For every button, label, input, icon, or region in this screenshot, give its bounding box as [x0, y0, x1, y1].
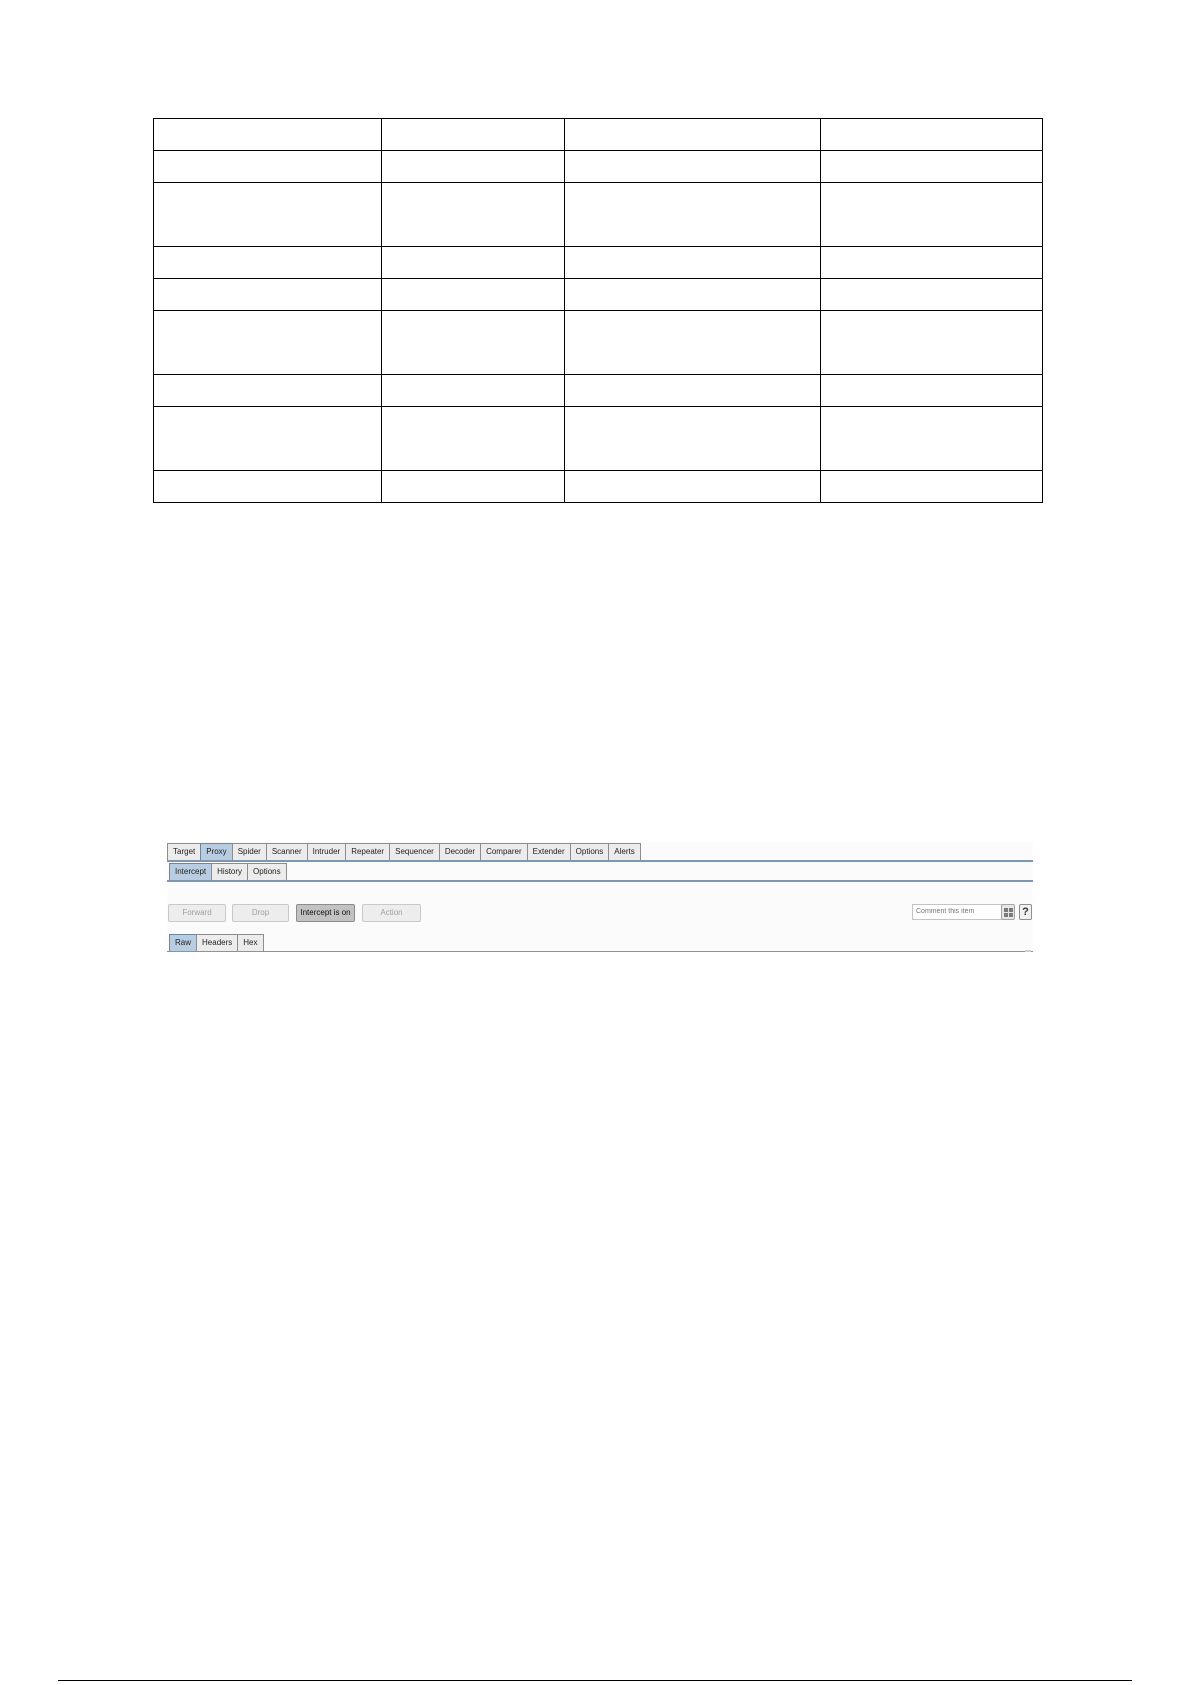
layout-grid-icon[interactable]: [1001, 904, 1015, 920]
tab-proxy[interactable]: Proxy: [200, 843, 232, 860]
table-cell: [821, 279, 1043, 311]
table-row: [154, 151, 1043, 183]
table-cell: [821, 311, 1043, 375]
message-view-tab-bar: [169, 933, 263, 951]
tab-decoder[interactable]: Decoder: [439, 843, 481, 860]
table-cell: [565, 279, 821, 311]
main-tab-bar: [167, 842, 1033, 860]
table-cell: [821, 119, 1043, 151]
table-cell: [382, 247, 565, 279]
table-cell: [821, 151, 1043, 183]
table-cell: [565, 247, 821, 279]
tab-scanner[interactable]: Scanner: [266, 843, 308, 860]
table-row: [154, 407, 1043, 471]
tab-intercept[interactable]: Intercept: [169, 863, 212, 880]
table-cell: [565, 471, 821, 503]
table-cell: [382, 375, 565, 407]
table-cell: [154, 183, 382, 247]
sub-tab-bar: [167, 862, 1033, 880]
table-row: [154, 183, 1043, 247]
tab-spider[interactable]: Spider: [232, 843, 267, 860]
tab-repeater[interactable]: Repeater: [345, 843, 390, 860]
table-cell: [565, 119, 821, 151]
table-cell: [382, 471, 565, 503]
table-cell: [565, 311, 821, 375]
table-cell: [382, 119, 565, 151]
table-cell: [565, 151, 821, 183]
table-cell: [821, 375, 1043, 407]
table-cell: [154, 119, 382, 151]
table-cell: [821, 247, 1043, 279]
table-cell: [382, 407, 565, 471]
table-row: [154, 375, 1043, 407]
table-cell: [565, 183, 821, 247]
tab-history[interactable]: History: [211, 863, 248, 880]
tab-target[interactable]: Target: [167, 843, 201, 860]
table-cell: [154, 151, 382, 183]
forward-button[interactable]: Forward: [168, 904, 226, 922]
table-cell: [565, 407, 821, 471]
tab-comparer[interactable]: Comparer: [480, 843, 528, 860]
tab-proxy-options[interactable]: Options: [247, 863, 287, 880]
tab-raw[interactable]: Raw: [169, 934, 197, 951]
drop-button[interactable]: Drop: [232, 904, 289, 922]
tab-headers[interactable]: Headers: [196, 934, 238, 951]
table-row: [154, 311, 1043, 375]
tab-intruder[interactable]: Intruder: [307, 843, 347, 860]
help-icon[interactable]: ?: [1019, 904, 1032, 920]
table-cell: [821, 183, 1043, 247]
table-row: [154, 279, 1043, 311]
message-view-divider: [167, 951, 1033, 952]
tab-hex[interactable]: Hex: [237, 934, 263, 951]
tab-alerts[interactable]: Alerts: [608, 843, 640, 860]
table-cell: [154, 311, 382, 375]
intercept-toggle-button[interactable]: Intercept is on: [296, 904, 355, 922]
table-cell: [154, 279, 382, 311]
tab-extender[interactable]: Extender: [527, 843, 571, 860]
comment-input[interactable]: [912, 904, 1002, 920]
intercept-toolbar: [167, 904, 1033, 922]
action-button[interactable]: Action: [362, 904, 421, 922]
scrollbar[interactable]: [1025, 950, 1031, 952]
table-row: [154, 471, 1043, 503]
table-row: [154, 119, 1043, 151]
table-cell: [154, 247, 382, 279]
tab-options[interactable]: Options: [570, 843, 610, 860]
table-cell: [154, 407, 382, 471]
table-cell: [382, 151, 565, 183]
tab-sequencer[interactable]: Sequencer: [389, 843, 440, 860]
table-row: [154, 247, 1043, 279]
document-table: [153, 118, 1043, 503]
table-cell: [382, 279, 565, 311]
page-footer-rule: [58, 1680, 1132, 1681]
table-cell: [821, 471, 1043, 503]
table-cell: [154, 471, 382, 503]
table-cell: [154, 375, 382, 407]
table-cell: [565, 375, 821, 407]
burp-proxy-panel: [167, 842, 1033, 952]
table-cell: [382, 311, 565, 375]
table-cell: [382, 183, 565, 247]
sub-tab-divider: [167, 880, 1033, 882]
table-cell: [821, 407, 1043, 471]
